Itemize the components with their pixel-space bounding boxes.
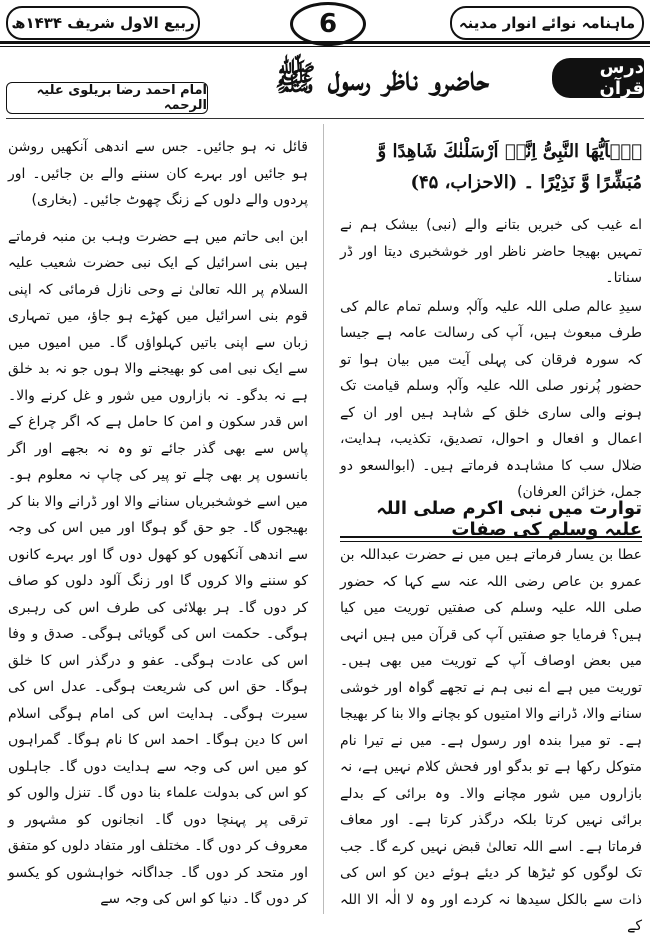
quran-verse: یٰۤاَیُّهَا النَّبِیُّ اِنَّاۤ اَرْسَلْنٰكَ شَاهِدًا وَّ مُبَشِّرًا وَّ نَذِیْرًا ۔ (الاحزاب، ۴۵): [377, 141, 642, 193]
section-subheading: توارت میں نبی اکرم صلی اللہ علیہ وسلم کی صفات: [340, 502, 642, 538]
section-tag-label: درس قرآن: [599, 57, 644, 99]
title-rule: [6, 118, 644, 119]
column-divider: [323, 124, 324, 914]
right-column-lower: [340, 542, 642, 940]
author-box: [6, 82, 208, 114]
section-tag: [552, 58, 644, 98]
right-column-upper: [340, 212, 642, 506]
magazine-name-box: [450, 6, 644, 40]
page-number-badge: [290, 2, 366, 46]
header-rule: [0, 41, 650, 44]
left-para-1: قائل نہ ہو جائیں۔ جس سے اندھی آنکھیں روشن ہو جائیں اور بہرے کان سننے والے بن جائیں۔ اور پردوں والے دلوں کے زنگ چھوٹ جائیں۔ (بخاری): [8, 139, 308, 208]
left-para-2: ابن ابی حاتم میں ہے حضرت وہب بن منبہ فرماتے ہیں بنی اسرائیل کے ایک نبی حضرت شعیب علیہ السلام پر اللہ تعالیٰ نے وحی نازل فرمائی کہ اپنی قوم بنی اسرائیل میں کھڑے ہو جاؤ، میں تمہاری زبان سے اپنی باتیں کہلواؤں گا۔ میں امیوں میں سے ایک نبی امی کو بھیجنے والا ہوں جو نہ بد خلق ہے نہ بدگو۔ نہ بازاروں میں شور و غل کرنے والا۔ اس قدر سکون و امن کا حامل ہے کہ اگر چراغ کے پاس سے بھی گذر جائے تو وہ نہ بجھے اور اگر بانسوں پر بھی چلے تو پیر کی چاپ نہ معلوم ہو۔ میں اسے خوشخبریاں سنانے والا اور ڈرانے والا بنا کر بھیجوں گا۔ جو حق گو ہوگا اور میں اس کی وجہ سے اندھی آنکھوں کو کھول دوں گا اور بہرے کانوں کو سننے والا کروں گا اور زنگ آلود دلوں کو صاف کر دوں گا۔ ہر بھلائی کی طرف اس کی رہبری ہوگی۔ حکمت اس کی گویائی ہوگی۔ صدق و وفا اس کی عادت ہوگی۔ عفو و درگذر اس کا خلق ہوگا۔ حق اس کی شریعت ہوگی۔ عدل اس کی سیرت ہوگی۔ ہدایت اس کی امام ہوگی اسلام اس کا دین ہوگا۔ احمد اس کا نام ہوگا۔ گمراہوں کو میں اس کی وجہ سے ہدایت دوں گا۔ جاہلوں کو اس کی بدولت علماء بنا دوں گا۔ تنزل والوں کو ترقی پر پہنچا دوں گا۔ انجانوں کو مشہور و معروف کر دوں گا۔ مختلف اور متفاد دلوں کو متفق اور متحد کر دوں گا۔ جداگانہ خواہشوں کو یکسو کر دوں گا۔ دنیا کو اس کی وجہ سے: [8, 228, 308, 907]
article-title: حاضرو ناظر رسول ﷺ: [274, 58, 490, 99]
magazine-name: ماہنامہ نوائے انوار مدینہ: [458, 14, 636, 32]
verse-tafseer: سیدِ عالم صلی اللہ علیہ وآلہٖ وسلم تمام عالم کی طرف مبعوث ہیں، آپ کی رسالت عامہ ہے جیسا کہ سورہ فرقان کی پہلی آیت میں بیان ہوا تو حضور پُرنور صلی اللہ علیہ وآلہٖ وسلم قیامت تک ہونے والی ساری خلق کے شاہد ہیں اور ان کے اعمال و افعال و احوال، تصدیق، تکذیب، ہدایت، ضلال سب کا مشاہدہ فرماتے ہیں۔ (ابوالسعو دو جمل، خزائن العرفان): [340, 298, 642, 500]
right-body-text: عطا بن یسار فرماتے ہیں میں نے حضرت عبداللہ بن عمرو بن عاص رضی اللہ عنہ سے کہا کہ حضور صلی اللہ علیہ وسلم کی صفتیں توریت میں کیا ہیں؟ فرمایا جو صفتیں آپ کی قرآن میں ہیں انہی میں بعض اوصاف آپ کے توریت میں بھی ہیں۔ توریت میں ہے اے نبی ہم نے تجھے گواہ اور خوشی سنانے والا، ڈرانے والا امتیوں کو بچانے والا بنا کر بھیجا ہے۔ تو میرا بندہ اور رسول ہے۔ میں نے تیرا نام متوکل رکھا ہے تو بدگو اور فحش کلام نہیں ہے، نہ بازاروں میں شور مچانے والا۔ وہ برائی کے بدلے برائی نہیں کرتا بلکہ درگذر کرتا ہے۔ اور معاف فرماتا ہے۔ اسے اللہ تعالیٰ قبض نہیں کرے گا۔ جب تک لوگوں کو ٹیڑھا کر دیئے ہوئے دین کو اس کی ذات سے بالکل سیدھا نہ کردے اور وہ لا الٰہ الا اللہ کے: [340, 547, 642, 934]
page-number: 6: [318, 9, 338, 39]
header-rule-thin: [0, 46, 650, 47]
left-column: [8, 134, 308, 913]
author-name: امام احمد رضا بریلوی علیہ الرحمہ: [36, 83, 207, 113]
issue-date: ربیع الاول شریف ۱۴۳۴ھ: [11, 14, 195, 32]
verse-translation: اے غیب کی خبریں بتانے والے (نبی) بیشک ہم نے تمہیں بھیجا حاضر ناظر اور خوشخبری دیتا اور ڈر سناتا۔: [340, 217, 642, 286]
issue-date-box: [6, 6, 200, 40]
